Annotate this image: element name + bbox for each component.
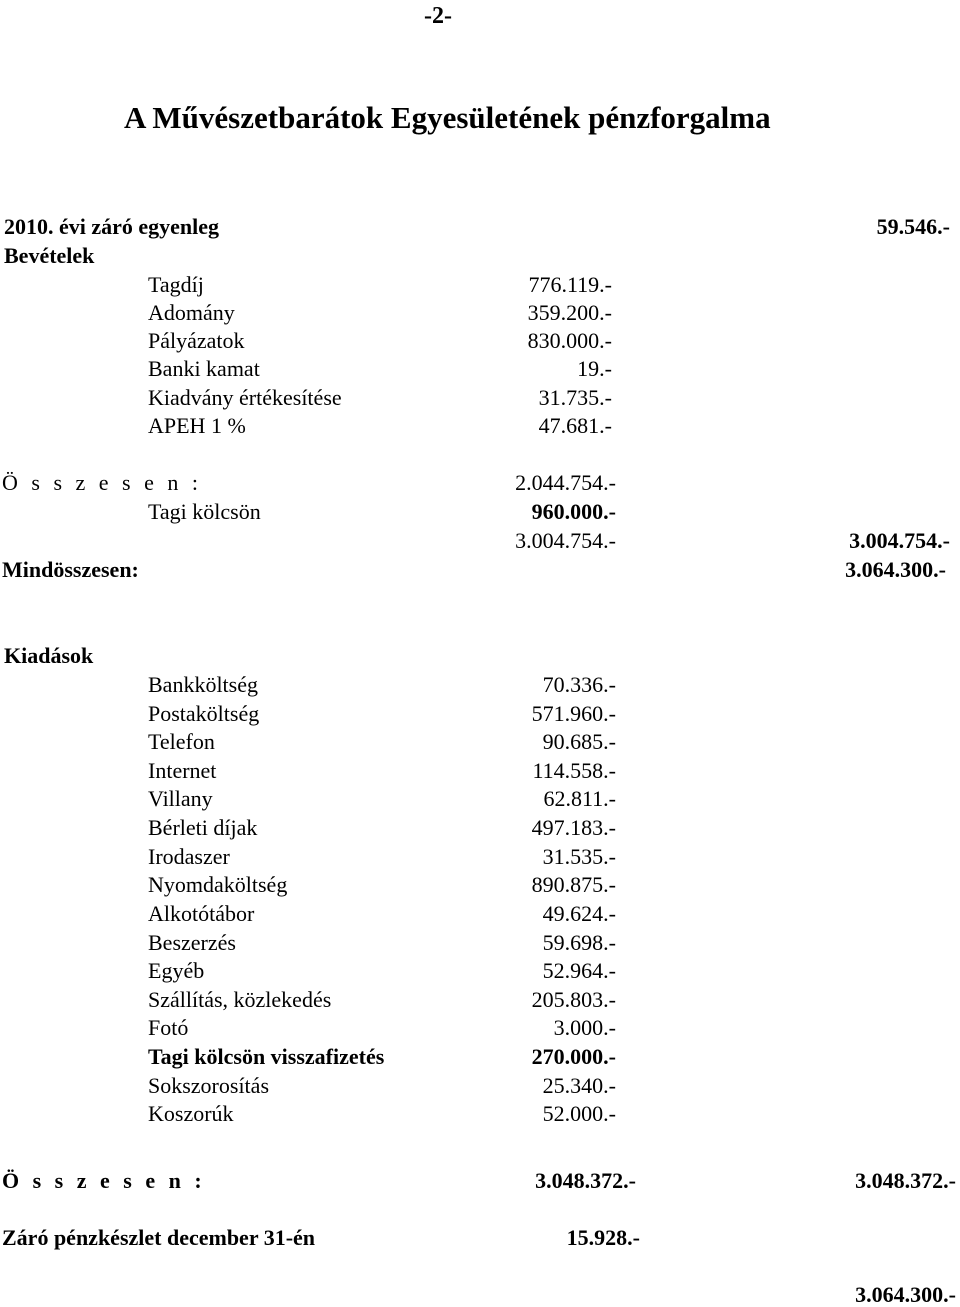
expense-item-label: Telefon xyxy=(148,729,215,754)
expense-item-value: 31.535.- xyxy=(542,844,616,869)
expense-item-value: 52.000.- xyxy=(542,1101,616,1126)
expense-item-value: 49.624.- xyxy=(542,901,616,926)
expense-item-value: 114.558.- xyxy=(532,758,616,783)
expense-item-label: Alkotótábor xyxy=(148,901,255,926)
expense-item-value: 571.960.- xyxy=(531,701,616,726)
expense-item-value: 25.340.- xyxy=(542,1073,616,1098)
loan-label: Tagi kölcsön xyxy=(148,499,261,524)
expense-item-label: Tagi kölcsön visszafizetés xyxy=(148,1044,385,1069)
final-total: 3.064.300.- xyxy=(855,1282,956,1307)
expenses-total-label: Ö s s z e s e n : xyxy=(2,1168,206,1193)
expense-item-value: 205.803.- xyxy=(531,987,616,1012)
expense-item-value: 270.000.- xyxy=(531,1044,616,1069)
expense-item-value: 59.698.- xyxy=(542,930,616,955)
income-item-value: 47.681.- xyxy=(538,413,612,438)
expense-item-label: Sokszorosítás xyxy=(148,1073,269,1098)
income-subtotal-value: 2.044.754.- xyxy=(515,470,616,495)
expense-item-value: 70.336.- xyxy=(542,672,616,697)
income-item-value: 359.200.- xyxy=(527,300,612,325)
grand-total-value: 3.064.300.- xyxy=(845,557,946,582)
expense-item-label: Postaköltség xyxy=(148,701,260,726)
income-heading: Bevételek xyxy=(4,243,95,268)
income-item-label: Kiadvány értékesítése xyxy=(148,385,342,410)
expense-item-label: Nyomdaköltség xyxy=(148,872,288,897)
income-item-label: Banki kamat xyxy=(148,356,260,381)
expenses-total-mid: 3.048.372.- xyxy=(535,1168,636,1193)
grand-total-label: Mindösszesen: xyxy=(2,557,139,582)
income-item-value: 830.000.- xyxy=(527,328,612,353)
income-item-value: 19.- xyxy=(577,356,612,381)
expense-item-value: 90.685.- xyxy=(542,729,616,754)
closing-label: Záró pénzkészlet december 31-én xyxy=(2,1225,316,1250)
income-item-value: 776.119.- xyxy=(528,272,612,297)
expense-item-value: 890.875.- xyxy=(531,872,616,897)
income-item-value: 31.735.- xyxy=(538,385,612,410)
income-item-label: Tagdíj xyxy=(148,272,204,297)
expenses-total-right: 3.048.372.- xyxy=(855,1168,956,1193)
expense-item-value: 3.000.- xyxy=(553,1015,616,1040)
income-item-label: APEH 1 % xyxy=(148,413,246,438)
expense-item-label: Egyéb xyxy=(148,958,205,983)
expense-item-label: Villany xyxy=(148,786,213,811)
page-number: -2- xyxy=(424,3,452,29)
page-title: A Művészetbarátok Egyesületének pénzforgalma xyxy=(124,100,771,135)
income-item-label: Pályázatok xyxy=(148,328,245,353)
income-total-right: 3.004.754.- xyxy=(849,528,950,553)
closing-value: 15.928.- xyxy=(566,1225,640,1250)
expense-item-label: Bankköltség xyxy=(148,672,258,697)
expense-item-value: 497.183.- xyxy=(531,815,616,840)
expense-item-value: 62.811.- xyxy=(543,786,616,811)
expense-item-label: Koszorúk xyxy=(148,1101,234,1126)
expense-item-value: 52.964.- xyxy=(542,958,616,983)
expense-item-label: Internet xyxy=(148,758,217,783)
expense-item-label: Bérleti díjak xyxy=(148,815,258,840)
expenses-heading: Kiadások xyxy=(4,643,94,668)
expense-item-label: Beszerzés xyxy=(148,930,236,955)
income-total-mid: 3.004.754.- xyxy=(515,528,616,553)
opening-value: 59.546.- xyxy=(876,214,950,239)
expense-item-label: Fotó xyxy=(148,1015,189,1040)
income-subtotal-label: Ö s s z e s e n : xyxy=(2,470,202,495)
income-item-label: Adomány xyxy=(148,300,235,325)
opening-label: 2010. évi záró egyenleg xyxy=(4,214,220,239)
expense-item-label: Irodaszer xyxy=(148,844,230,869)
expense-item-label: Szállítás, közlekedés xyxy=(148,987,332,1012)
loan-value: 960.000.- xyxy=(531,499,616,524)
